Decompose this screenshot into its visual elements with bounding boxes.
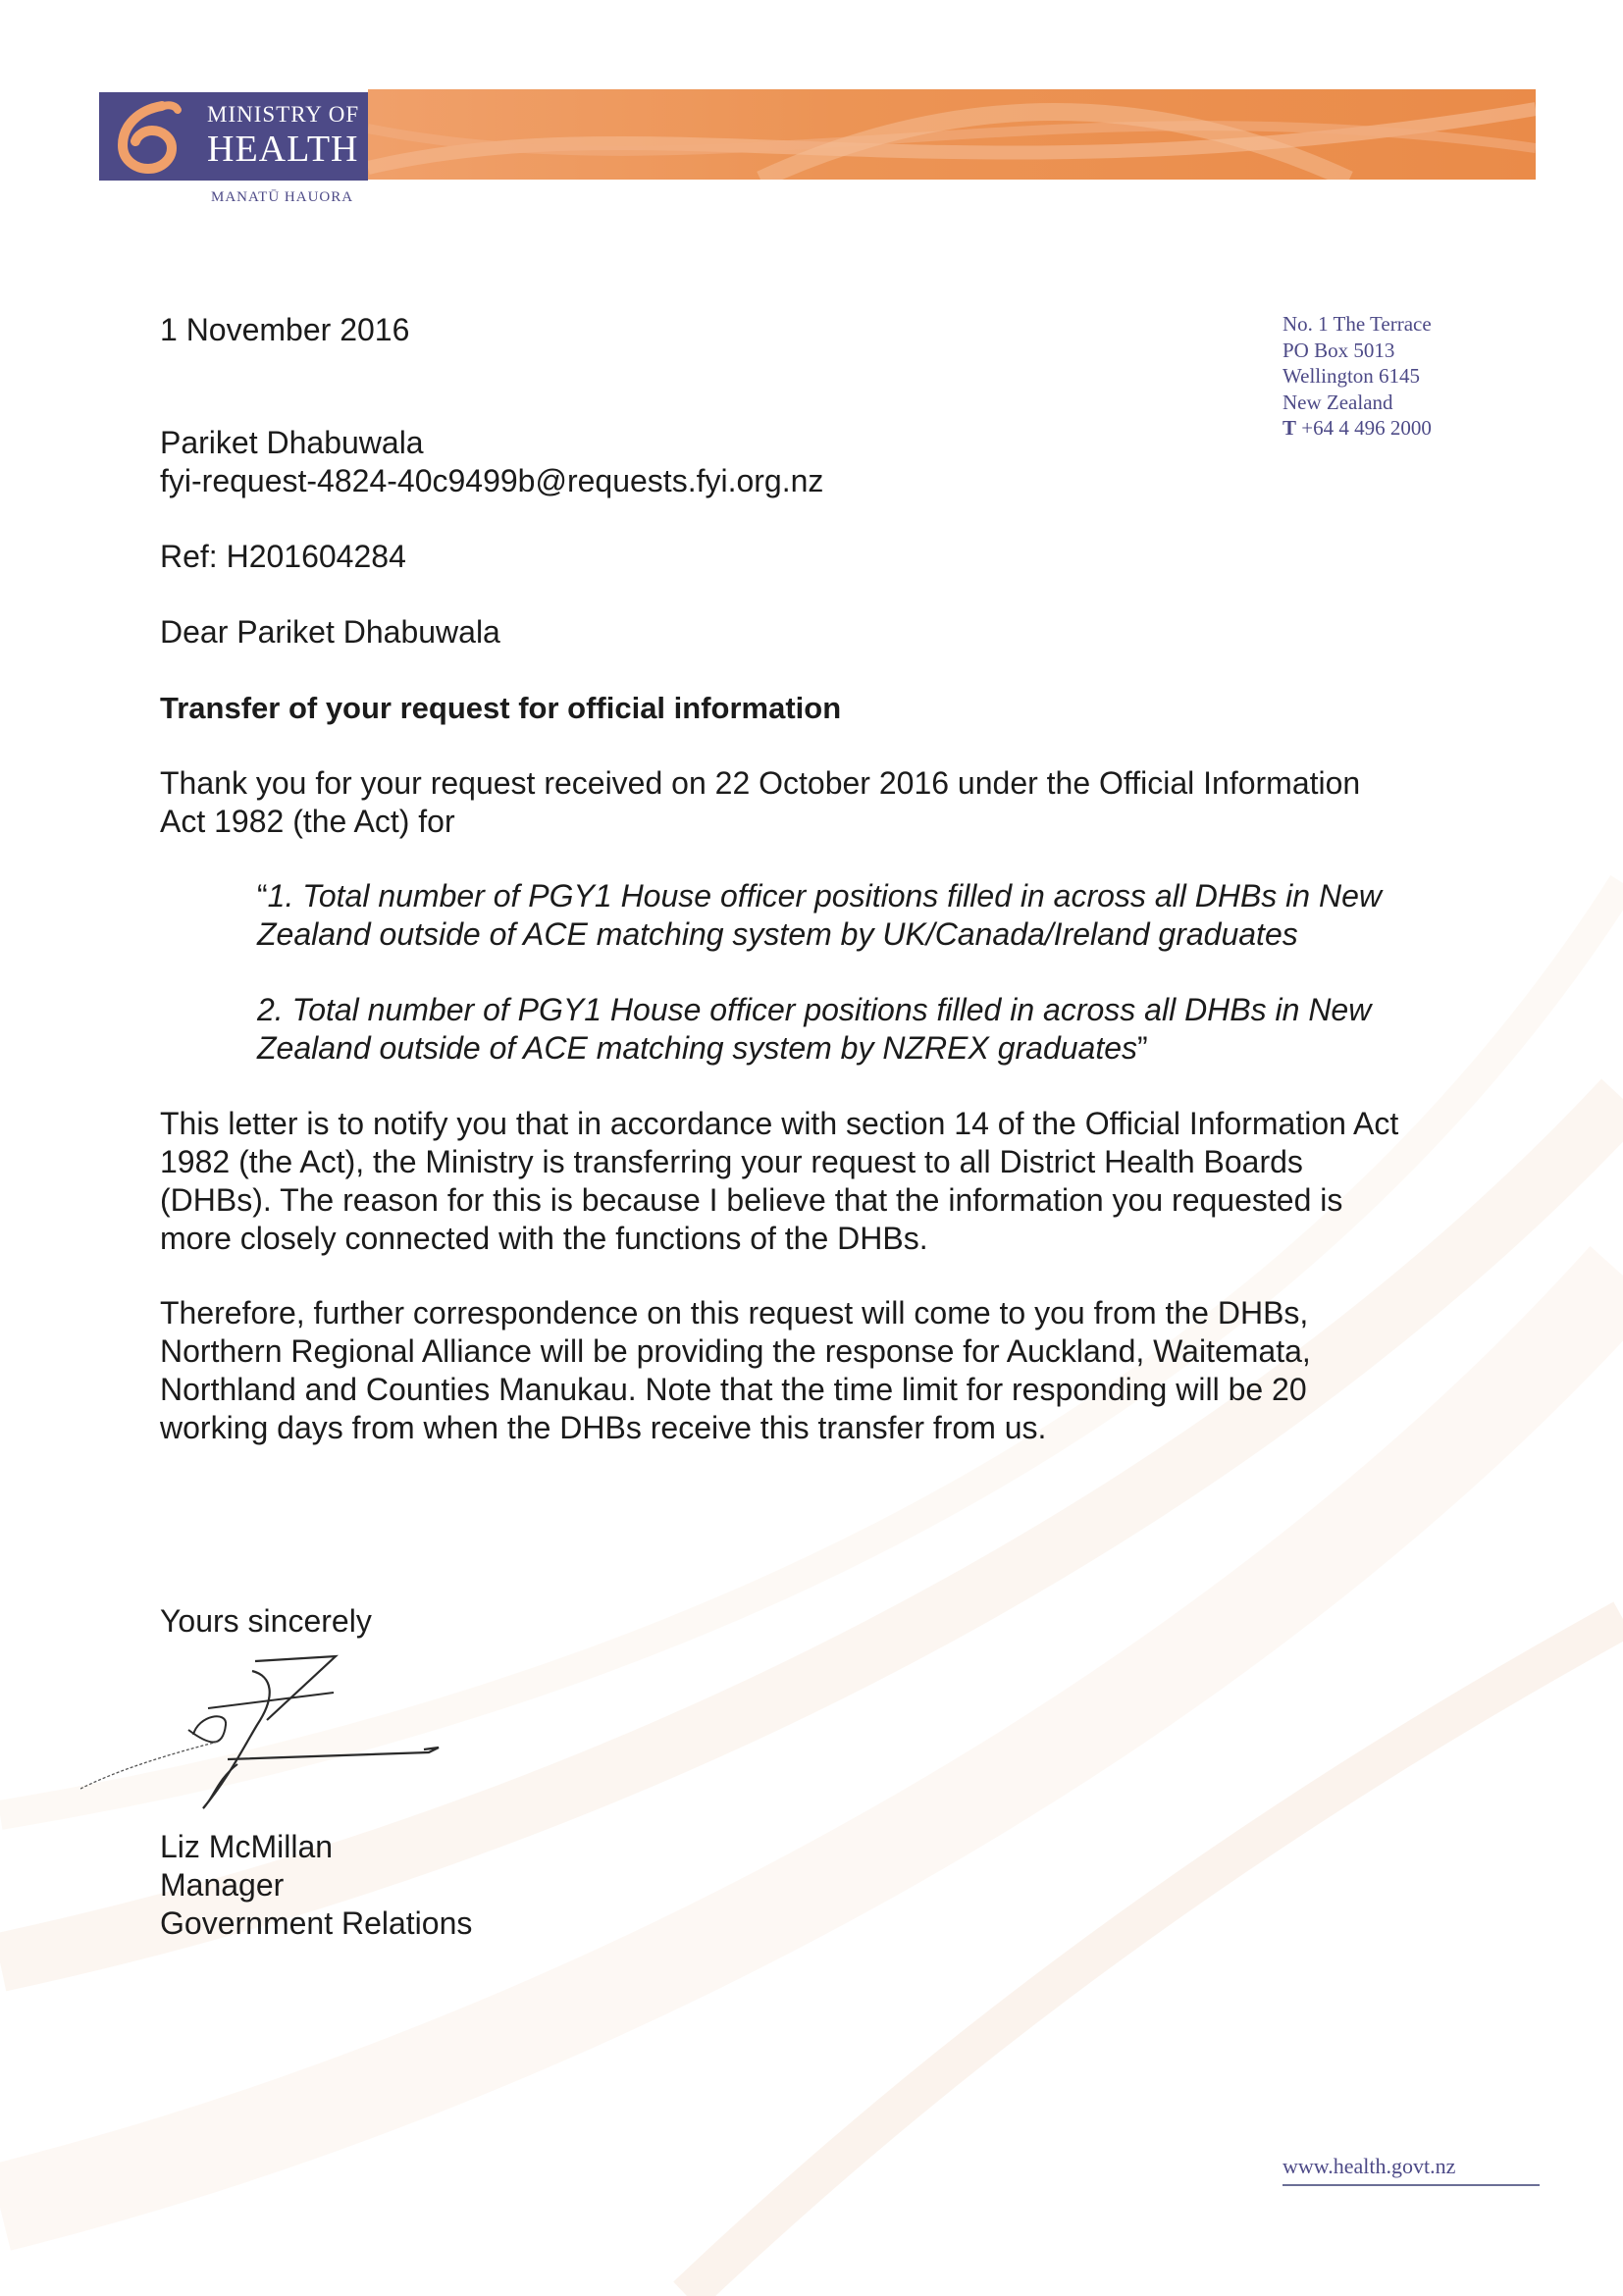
address-block [1283, 311, 1432, 442]
recipient-name: Pariket Dhabuwala [160, 425, 424, 460]
signatory-department: Government Relations [160, 1905, 473, 1941]
quote-line: Zealand outside of ACE matching system by UK/Canada/Ireland graduates [257, 916, 1298, 952]
letter-subject: Transfer of your request for official information [160, 691, 842, 725]
closing: Yours sincerely [160, 1603, 372, 1639]
letter-date: 1 November 2016 [160, 312, 410, 347]
signatory-name: Liz McMillan [160, 1829, 334, 1864]
open-quote-mark: “ [257, 878, 268, 913]
handwritten-signature [80, 1651, 453, 1828]
address-line-4: New Zealand [1283, 390, 1393, 414]
paragraph-line: more closely connected with the functions of the DHBs. [160, 1221, 928, 1256]
logo-text-ministry-of: MINISTRY OF [207, 102, 360, 127]
paragraph-line: (DHBs). The reason for this is because I believe that the information you requested is [160, 1182, 1343, 1218]
signatory-title: Manager [160, 1867, 285, 1903]
salutation: Dear Pariket Dhabuwala [160, 614, 500, 650]
ministry-of-health-koru-icon [105, 100, 193, 175]
address-line-1: No. 1 The Terrace [1283, 312, 1432, 336]
paragraph-line: Thank you for your request received on 22 October 2016 under the Official Information [160, 765, 1361, 801]
paragraph-line: 1982 (the Act), the Ministry is transferring your request to all District Health Boards [160, 1144, 1303, 1179]
close-quote-mark: ” [1137, 1030, 1148, 1066]
footer-website-link[interactable]: www.health.govt.nz [1283, 2154, 1456, 2178]
paragraph-line: Northern Regional Alliance will be providing the response for Auckland, Waitemata, [160, 1333, 1311, 1369]
paragraph-line: Act 1982 (the Act) for [160, 804, 455, 839]
paragraph-request-received [160, 764, 1475, 841]
paragraph-line: Northland and Counties Manukau. Note that the time limit for responding will be 20 [160, 1372, 1307, 1407]
header-banner [368, 89, 1536, 180]
quoted-request-item-1 [257, 877, 1382, 954]
phone-number: +64 4 496 2000 [1301, 416, 1432, 440]
quote-line: Zealand outside of ACE matching system by NZREX graduates [257, 1030, 1138, 1066]
paragraph-line: working days from when the DHBs receive this transfer from us. [160, 1410, 1047, 1445]
paragraph-further-correspondence [160, 1294, 1475, 1447]
paragraph-transfer-notice [160, 1105, 1475, 1258]
address-line-2: PO Box 5013 [1283, 338, 1395, 362]
quote-line: 2. Total number of PGY1 House officer positions filled in across all DHBs in New [257, 992, 1372, 1027]
address-line-3: Wellington 6145 [1283, 364, 1421, 388]
ministry-logo [99, 92, 368, 181]
quoted-request-item-2 [257, 991, 1371, 1068]
reference-number: Ref: H201604284 [160, 539, 406, 574]
footer-divider [1283, 2184, 1540, 2186]
recipient-email: fyi-request-4824-40c9499b@requests.fyi.org.nz [160, 463, 824, 498]
logo-subtitle: MANATŪ HAUORA [211, 189, 354, 205]
phone-prefix: T [1283, 416, 1297, 440]
address-phone [1283, 415, 1432, 442]
paragraph-line: Therefore, further correspondence on this request will come to you from the DHBs, [160, 1295, 1309, 1331]
paragraph-line: This letter is to notify you that in accordance with section 14 of the Official Information Act [160, 1106, 1399, 1141]
quote-line: 1. Total number of PGY1 House officer positions filled in across all DHBs in New [267, 878, 1382, 913]
logo-text-health: HEALTH [207, 129, 359, 170]
